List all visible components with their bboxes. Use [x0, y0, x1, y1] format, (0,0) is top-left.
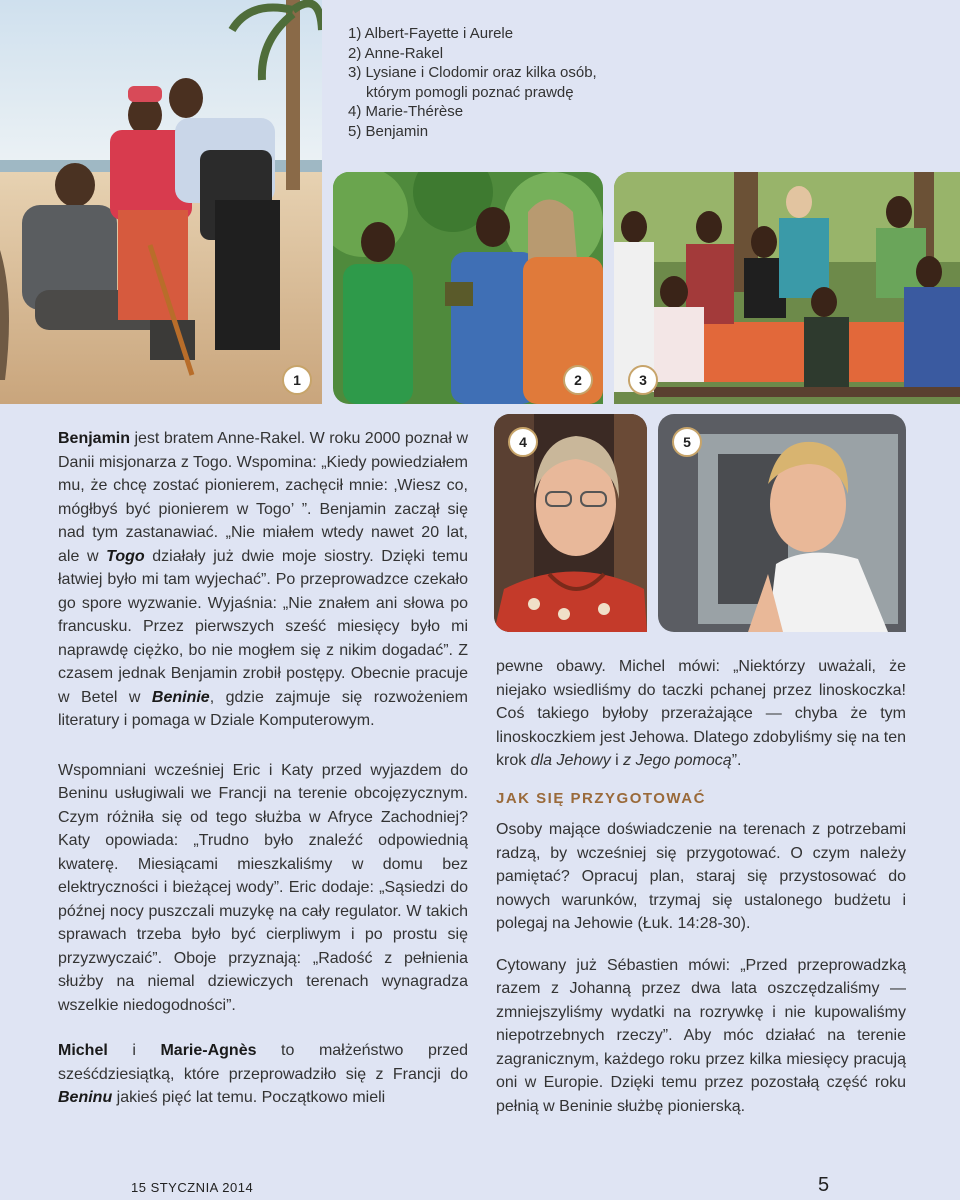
caption-4: 4) Marie-Thérèse — [348, 103, 464, 120]
text-span: i — [610, 752, 624, 769]
section-heading: JAK SIĘ PRZYGOTOWAĆ — [496, 789, 706, 807]
photo-captions — [348, 24, 648, 141]
photo-2 — [333, 172, 603, 404]
beach-street-witnessing-photo — [0, 0, 322, 404]
italic-dla-jehowy: dla Jehowy — [530, 752, 611, 769]
photo-1 — [0, 0, 322, 404]
left-column — [58, 427, 468, 1121]
caption-5: 5) Benjamin — [348, 122, 429, 140]
photo-badge-3: 3 — [628, 365, 658, 395]
paragraph-przygotowanie: Osoby mające doświadczenie na terenach z potrzebami radzą, by wcześniej się przygotować. O czym należy pamiętać? Opracuj plan, staraj się przystosować do nowych warunków, trzymaj się ustalonego budżetu i polegaj na Jehowie (Łuk. 14:28-30). — [496, 821, 906, 932]
photo-badge-4: 4 — [508, 427, 538, 457]
text-span: pewne obawy. Michel mówi: „Niektórzy uważali, że niejako wsiedliśmy do taczki pchanej przez linoskoczka! Coś takiego byłoby przerażające — chyba że tym linoskoczkiem jest Jehowa. Dlatego zdobyliśmy się na ten krok — [496, 658, 906, 769]
caption-2: 2) Anne-Rakel — [348, 44, 444, 62]
photo-3 — [614, 172, 960, 404]
footer-date: 15 STYCZNIA 2014 — [131, 1180, 254, 1195]
text-span: działały już dwie moje siostry. Dzięki temu łatwiej było mi tam wyjechać”. Po przeprowadzce czekało go spore wyzwanie. Wyjaśnia: „Nie znałem ani słowa po francusku. Przez pierwszych sześć miesięcy było mi naprawdę ciężko, bo nie mogłem się z nikim dogadać”. Z czasem jednak Benjamin zrobił postępy. Obecnie pracuje w Betel w — [58, 547, 469, 706]
name-benjamin: Benjamin — [58, 430, 131, 447]
caption-1: 1) Albert-Fayette i Aurele — [348, 25, 514, 42]
paragraph-obawy — [496, 655, 906, 773]
place-beninu: Beninu — [58, 1089, 113, 1106]
text-span: , gdzie zajmuje się rozwożeniem literatury i pomaga w Dziale Komputerowym. — [58, 688, 468, 729]
photo-badge-1: 1 — [282, 365, 312, 395]
photo-badge-2: 2 — [563, 365, 593, 395]
place-togo: Togo — [106, 547, 145, 565]
paragraph-michel — [58, 1039, 468, 1110]
text-span: i — [107, 1042, 161, 1059]
text-span: jakieś pięć lat temu. Początkowo mieli — [112, 1089, 386, 1106]
text-span: to małżeństwo przed sześćdziesiątką, które przeprowadziło się z Francji do — [58, 1042, 468, 1083]
name-michel: Michel — [58, 1042, 108, 1059]
outdoor-meal-group-photo — [614, 172, 960, 404]
garden-conversation-photo — [333, 172, 603, 404]
page-number: 5 — [818, 1174, 830, 1196]
caption-3: 3) Lysiane i Clodomir oraz kilka osób, — [348, 64, 597, 81]
name-marie-agnes: Marie-Agnès — [160, 1042, 257, 1059]
paragraph-sebastien: Cytowany już Sébastien mówi: „Przed przeprowadzką razem z Johanną przez dwa lata oszczędzaliśmy — zmniejszyliśmy wydatki na rozrywkę i nie kupowaliśmy niepotrzebnych rzeczy”. Aby móc działać na terenie zagranicznym, każdego roku przez kilka miesięcy pracują oni w Europie. Dzięki temu przez pozostałą część roku pełnią w Beninie służbę pionierską. — [496, 956, 906, 1115]
caption-3-continued: którym pomogli poznać prawdę — [366, 83, 574, 101]
right-column — [496, 655, 906, 1129]
place-beninie: Beninie — [151, 688, 210, 706]
text-span: jest bratem Anne-Rakel. W roku 2000 poznał w Danii misjonarza z Togo. Wspomina: „Kiedy powiedziałem mu, że chcę zostać pionierem, zachęcił mnie: ‚Wiesz co, mógłbyś być pionierem w Togo’ ”. Benjamin zaczął się nad tym zastanawiać. „Nie miałem wtedy nawet 20 lat, ale w — [58, 430, 468, 565]
italic-z-jego-pomoca: z Jego pomocą — [623, 752, 732, 769]
text-span: ”. — [731, 752, 742, 769]
paragraph-benjamin — [58, 427, 468, 733]
photo-badge-5: 5 — [672, 427, 702, 457]
paragraph-eric-katy: Wspomniani wcześniej Eric i Katy przed wyjazdem do Beninu usługiwali we Francji na terenie obcojęzycznym. Czym różniła się od tego służba w Afryce Zachodniej? Katy opowiada: „Trudno było znaleźć odpowiednią kwaterę. Miesiącami mieszkaliśmy w domu bez elektryczności i bieżącej wody”. Eric dodaje: „Sąsiedzi do późnej nocy puszczali muzykę na cały regulator. W takich sprawach trzeba było być cierpliwym i po prostu się przyzwyczaić”. Oboje przyznają: „Radość z pełnienia służby na niemal dziewiczych terenach wynagradza wszelkie niedogodności”. — [58, 761, 468, 1014]
